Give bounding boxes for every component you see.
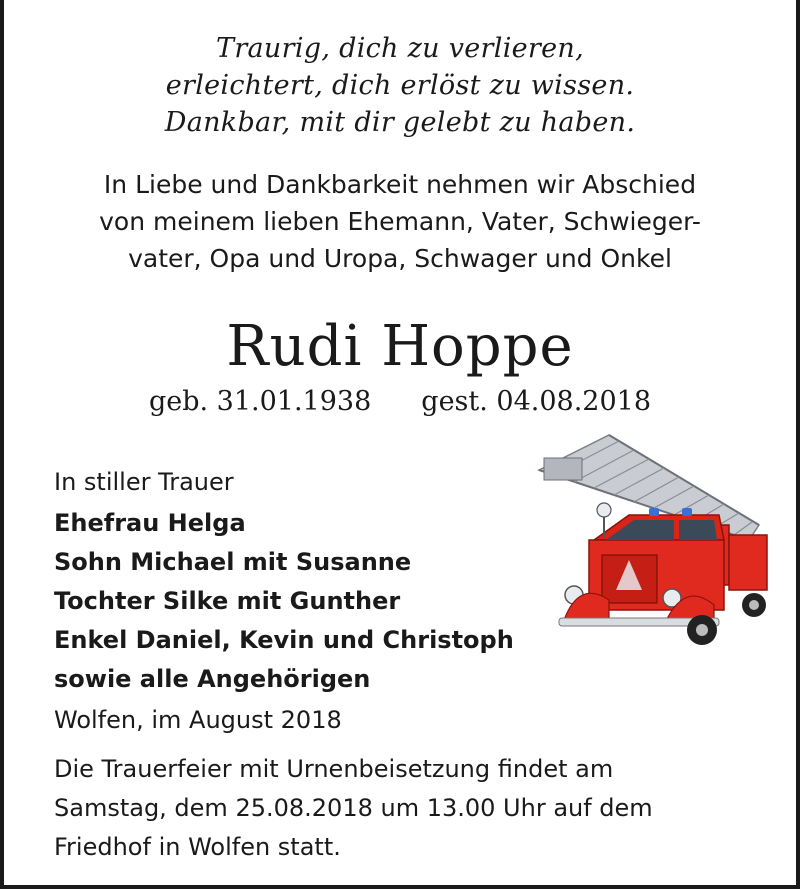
poem [4,30,796,141]
mourner-item: Sohn Michael mit Susanne [54,548,412,576]
ceremony-line: Die Trauerfeier mit Urnenbeisetzung findet am [54,755,614,783]
ceremony-line: Friedhof in Wolfen statt. [54,833,341,861]
farewell-intro [4,166,796,277]
mourner-item: Ehefrau Helga [54,509,246,537]
ceremony-line: Samstag, dem 25.08.2018 um 13.00 Uhr auf dem [54,794,653,822]
mourner-item: Tochter Silke mit Gunther [54,587,401,615]
birth-date: geb. 31.01.1938 [148,386,372,417]
intro-line: In Liebe und Dankbarkeit nehmen wir Abschied [103,170,697,199]
intro-line: von meinem lieben Ehemann, Vater, Schwieger- [99,207,701,236]
poem-line: Traurig, dich zu verlieren, [216,33,584,64]
mourners-list [54,504,514,699]
death-date: gest. 04.08.2018 [421,386,652,417]
mourner-item: Enkel Daniel, Kevin und Christoph [54,626,514,654]
poem-line: Dankbar, mit dir gelebt zu haben. [164,107,636,138]
place-date: Wolfen, im August 2018 [54,706,342,734]
mourners-intro: In stiller Trauer [54,468,234,496]
mourner-item: sowie alle Angehörigen [54,665,371,693]
poem-line: erleichtert, dich erlöst zu wissen. [165,70,635,101]
ceremony-info [54,750,754,867]
intro-line: vater, Opa und Uropa, Schwager und Onkel [128,244,672,273]
life-dates [4,384,796,420]
deceased-name: Rudi Hoppe [226,314,574,379]
fire-truck-ladder-icon [534,430,774,650]
